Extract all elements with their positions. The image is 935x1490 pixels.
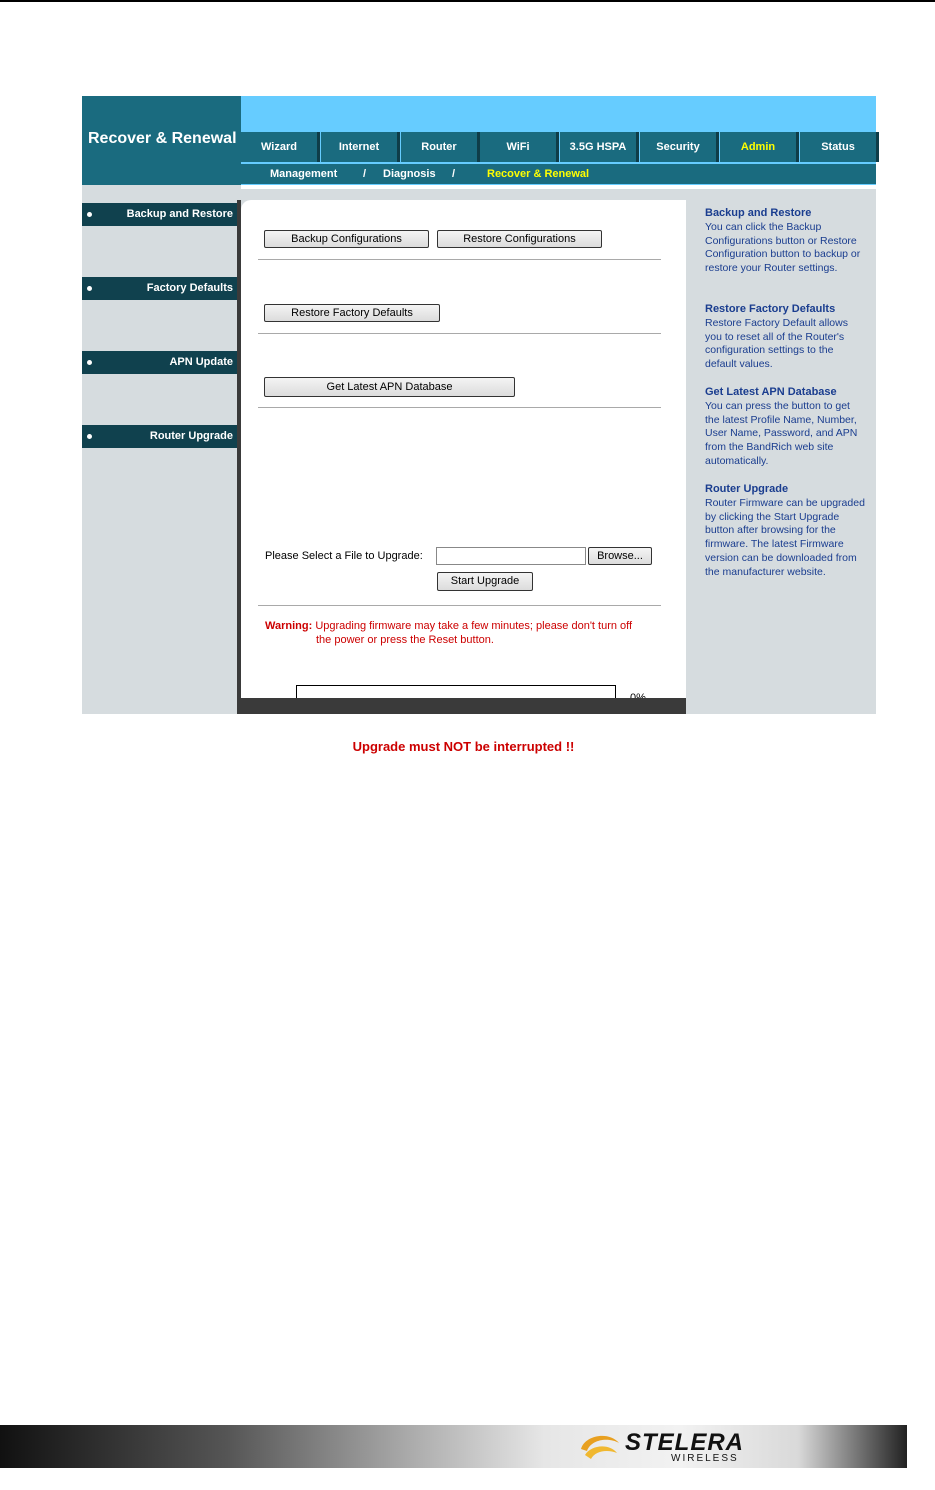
- swoosh-icon: [575, 1427, 625, 1467]
- sidebar-item-label: Router Upgrade: [149, 430, 233, 442]
- divider: [258, 605, 661, 606]
- help-title: Get Latest APN Database: [705, 386, 837, 398]
- subnav-separator: /: [452, 168, 456, 180]
- divider: [258, 333, 661, 334]
- subnav-separator: /: [363, 168, 367, 180]
- tab-security[interactable]: Security: [640, 132, 719, 162]
- bullet-icon: [87, 212, 92, 217]
- help-panel: [686, 200, 876, 714]
- logo-wordmark: STELERA: [625, 1429, 745, 1456]
- warning-label: Warning:: [265, 620, 313, 632]
- subnav-divider: [241, 185, 876, 189]
- subnav-diagnosis[interactable]: Diagnosis: [383, 168, 436, 180]
- interrupt-notice: Upgrade must NOT be interrupted !!: [352, 739, 575, 754]
- help-text: You can press the button to get the latest Profile Name, Number, User Name, Password, and APN from the BandRich web site automatically.: [705, 399, 858, 467]
- sidebar-item-factory-defaults[interactable]: [82, 277, 241, 300]
- router-admin-ui: [82, 96, 876, 754]
- main-content: [241, 200, 686, 754]
- start-upgrade-button[interactable]: Start Upgrade: [437, 572, 533, 591]
- sidebar: [82, 185, 241, 714]
- warning-line-2: the power or press the Reset button.: [316, 634, 494, 646]
- help-apn-database: [705, 386, 865, 469]
- help-text: Router Firmware can be upgraded by clicking the Start Upgrade button after browsing for the firmware. The latest Firmware version can be downloaded from the manufacturer website.: [705, 496, 865, 578]
- divider: [258, 259, 661, 260]
- upgrade-warning: [265, 619, 665, 647]
- warning-line-1: Upgrading firmware may take a few minutes; please don't turn off: [315, 620, 633, 632]
- sidebar-item-label: Factory Defaults: [146, 282, 233, 294]
- sidebar-item-label: APN Update: [169, 356, 233, 368]
- page-top-rule: [0, 0, 935, 2]
- get-latest-apn-database-button[interactable]: Get Latest APN Database: [264, 377, 515, 397]
- page-title: Recover & Renewal: [88, 130, 237, 147]
- sidebar-item-apn-update[interactable]: [82, 351, 241, 374]
- help-text: You can click the Backup Configurations button or Restore Configuration button to backup or restore your Router settings.: [705, 220, 861, 275]
- help-backup-restore: [705, 207, 865, 276]
- main-tabs: [241, 132, 876, 162]
- file-select-label: Please Select a File to Upgrade:: [265, 550, 423, 562]
- help-title: Restore Factory Defaults: [705, 303, 836, 315]
- tab-internet[interactable]: Internet: [321, 132, 400, 162]
- file-path-input[interactable]: [436, 547, 586, 565]
- help-text: Restore Factory Default allows you to reset all of the Router's configuration settings to the default values.: [705, 316, 848, 371]
- tab-router[interactable]: Router: [401, 132, 480, 162]
- tab-status[interactable]: Status: [800, 132, 879, 162]
- sidebar-item-label: Backup and Restore: [126, 208, 233, 220]
- help-title: Backup and Restore: [705, 207, 812, 219]
- backup-configurations-button[interactable]: Backup Configurations: [264, 230, 429, 248]
- restore-factory-defaults-button[interactable]: Restore Factory Defaults: [264, 304, 440, 322]
- bullet-icon: [87, 286, 92, 291]
- subnav-recover-renewal[interactable]: Recover & Renewal: [487, 168, 590, 180]
- tab-admin[interactable]: Admin: [720, 132, 799, 162]
- bullet-icon: [87, 360, 92, 365]
- bullet-icon: [87, 434, 92, 439]
- sidebar-item-backup-restore[interactable]: [82, 203, 241, 226]
- help-router-upgrade: [705, 483, 865, 580]
- divider: [258, 407, 661, 408]
- tab-wifi[interactable]: WiFi: [480, 132, 559, 162]
- main-bottom-border: [241, 698, 686, 714]
- subnav-management[interactable]: Management: [270, 168, 338, 180]
- help-title: Router Upgrade: [705, 483, 789, 495]
- help-factory-defaults: [705, 303, 865, 372]
- logo-subtitle: WIRELESS: [671, 1453, 739, 1464]
- tab-wizard[interactable]: Wizard: [241, 132, 320, 162]
- stelera-logo: [575, 1427, 805, 1467]
- sidebar-item-router-upgrade[interactable]: [82, 425, 241, 448]
- browse-button[interactable]: Browse...: [588, 547, 652, 565]
- restore-configurations-button[interactable]: Restore Configurations: [437, 230, 602, 248]
- title-block: [82, 96, 241, 185]
- sub-navigation: [241, 164, 876, 184]
- tab-3-5g-hspa[interactable]: 3.5G HSPA: [560, 132, 639, 162]
